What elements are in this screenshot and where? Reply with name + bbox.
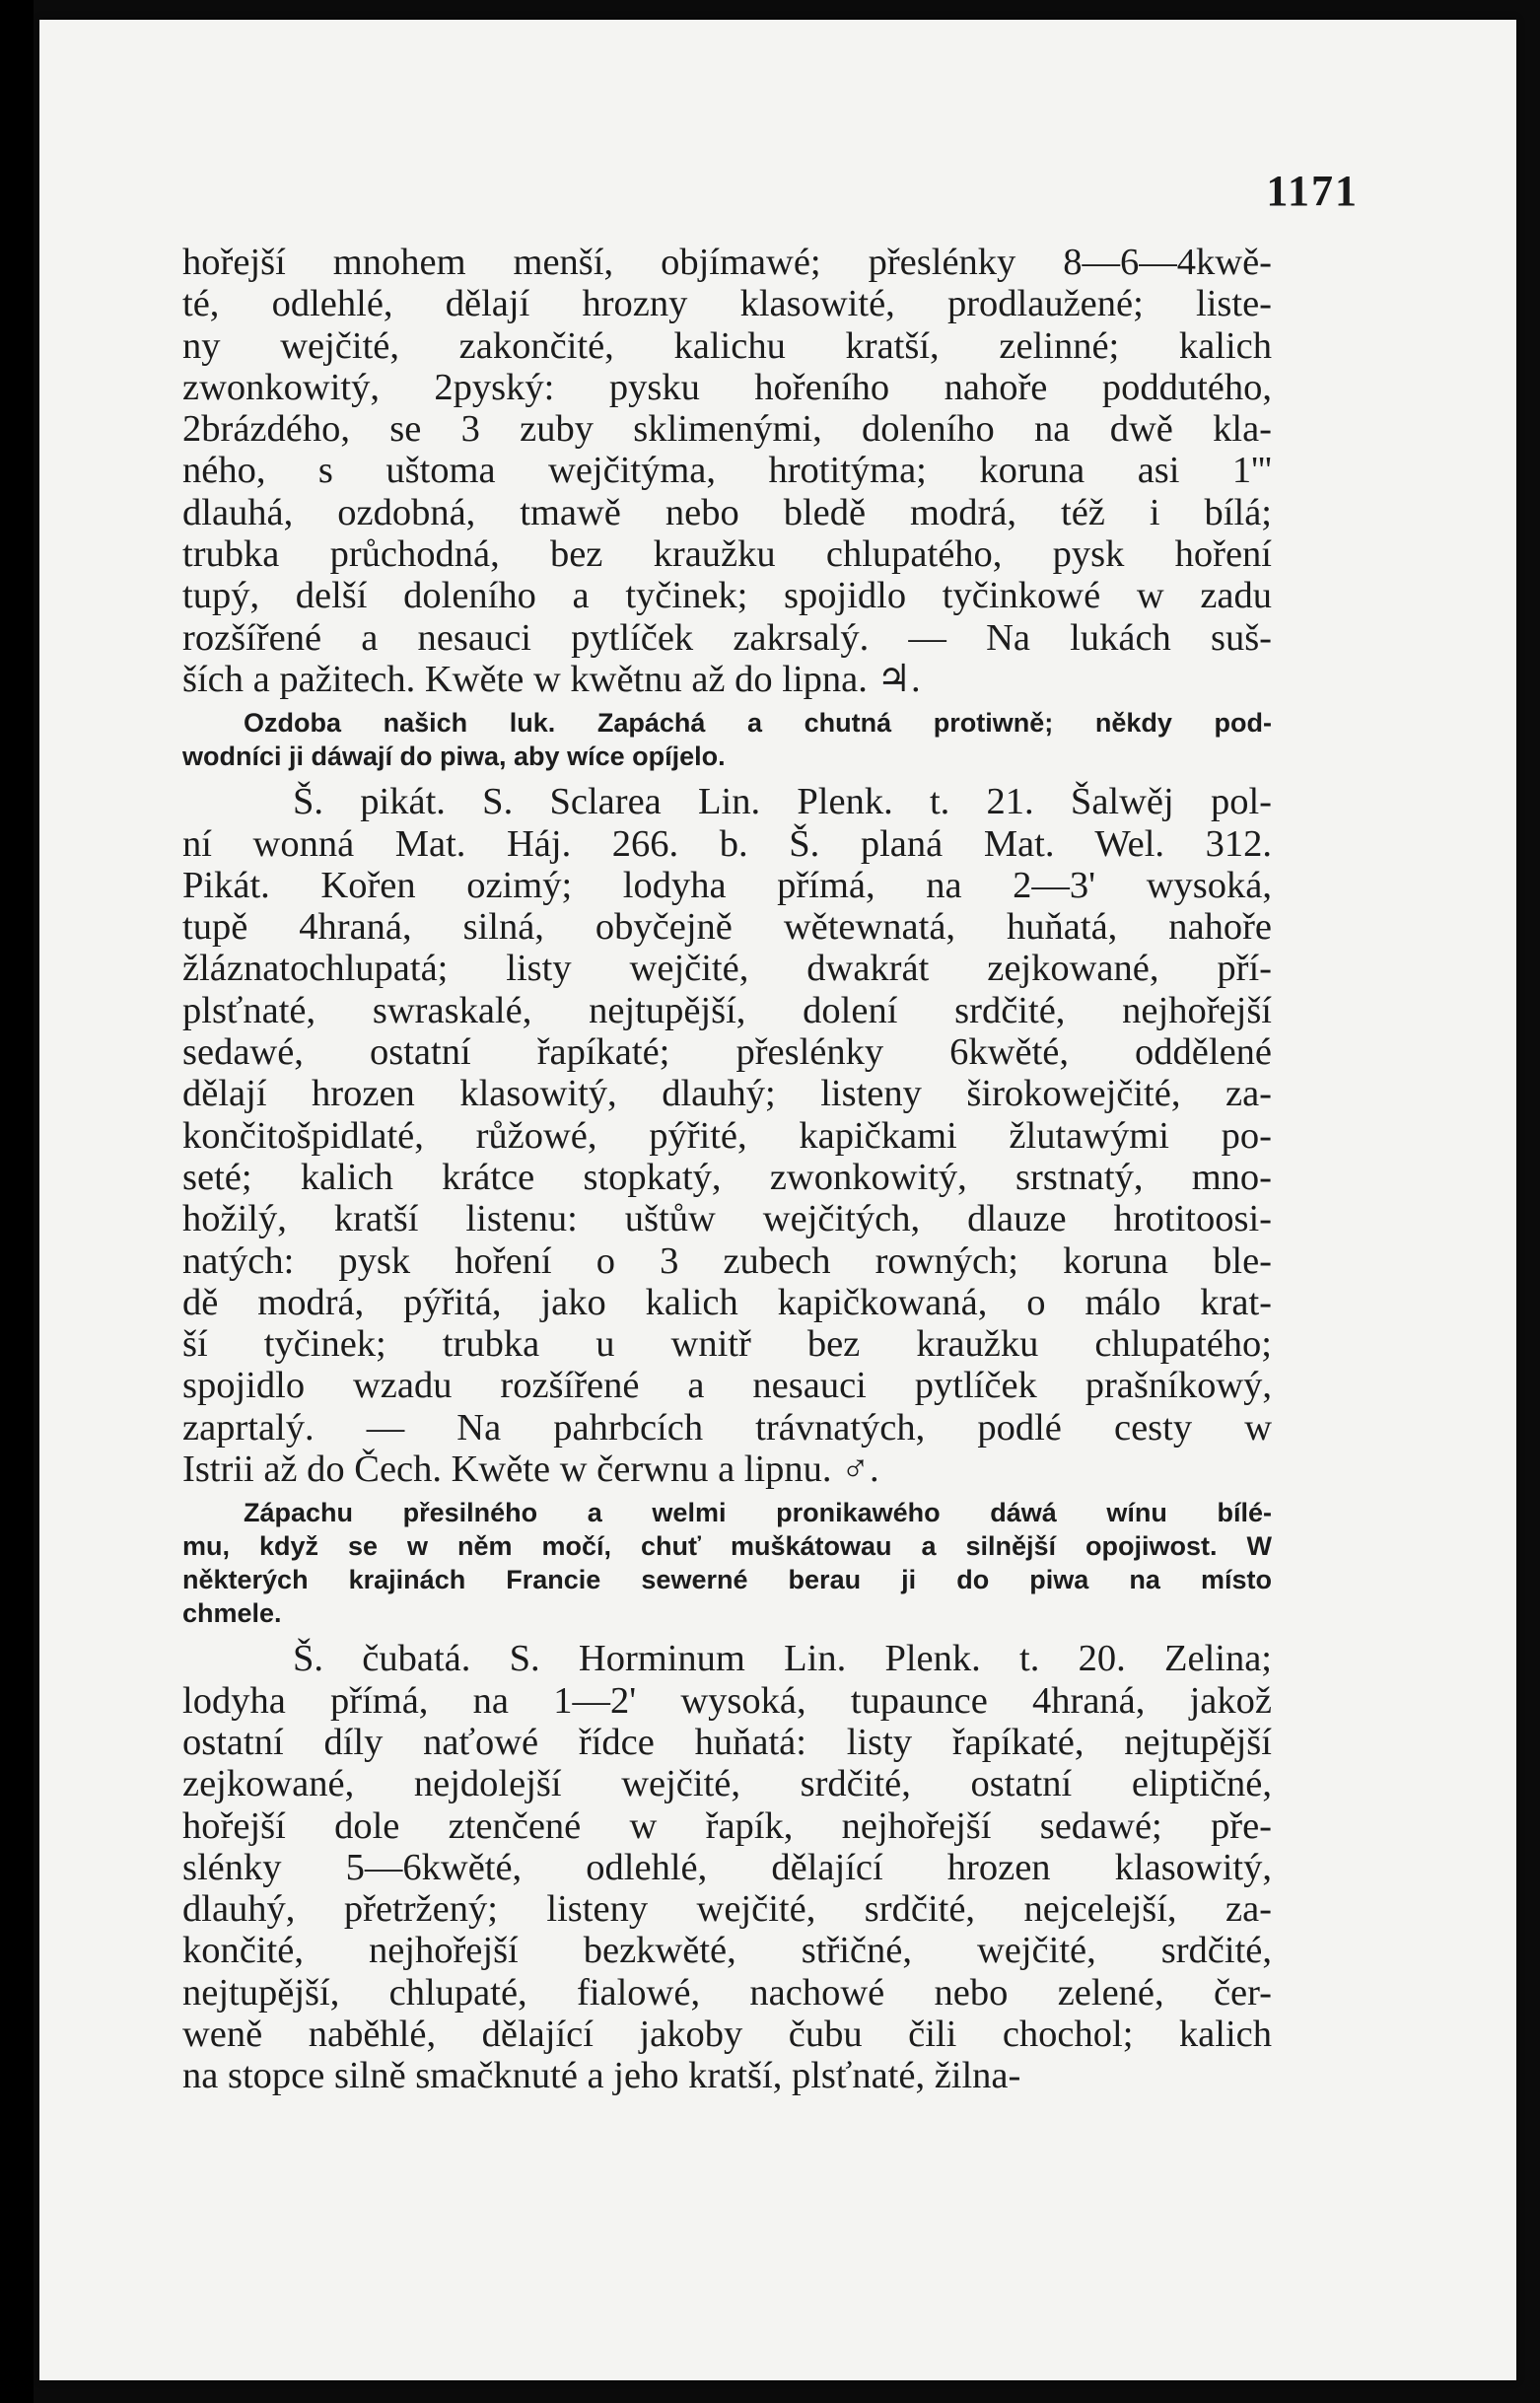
text-line: dlauhý, přetržený; listeny wejčité, srdčité, nejcelejší, za- bbox=[182, 1888, 1272, 1931]
text-line: té, odlehlé, dělají hrozny klasowité, prodlaužené; liste- bbox=[182, 283, 1272, 325]
text-line: tupý, delší doleního a tyčinek; spojidlo tyčinkowé w zadu bbox=[182, 575, 1272, 617]
main-paragraph bbox=[182, 242, 1272, 700]
text-line: ší tyčinek; trubka u wnitř bez kraužku chlupatého; bbox=[182, 1323, 1272, 1366]
text-line: seté; kalich krátce stopkatý, zwonkowitý, srstnatý, mno- bbox=[182, 1156, 1272, 1198]
text-line: zwonkowitý, 2pyský: pysku hořeního nahoře poddutého, bbox=[182, 366, 1272, 408]
text-line: dlauhá, ozdobná, tmawě nebo bledě modrá, též i bílá; bbox=[182, 491, 1272, 533]
text-line: zejkowané, nejdolejší wejčité, srdčité, ostatní eliptičné, bbox=[182, 1763, 1272, 1805]
text-line: žláznatochlupatá; listy wejčité, dwakrát zejkowané, pří- bbox=[182, 948, 1272, 990]
text-line: nejtupější, chlupaté, fialowé, nachowé nebo zelené, čer- bbox=[182, 1971, 1272, 2014]
text-line: Ozdoba našich luk. Zapáchá a chutná protiwně; někdy pod- bbox=[244, 708, 1272, 739]
text-line: končitošpidlaté, růžowé, pýřité, kapičkami žlutawými po- bbox=[182, 1114, 1272, 1157]
footnote-paragraph bbox=[182, 700, 1272, 781]
text-line: 2brázdého, se 3 zuby sklimenými, doleního na dwě kla- bbox=[182, 408, 1272, 451]
book-page bbox=[39, 20, 1516, 2380]
text-line: dě modrá, pýřitá, jako kalich kapičkowaná, o málo krat- bbox=[182, 1281, 1272, 1323]
text-line: weně naběhlé, dělající jakoby čubu čili chochol; kalich bbox=[182, 2013, 1272, 2055]
text-line: na stopce silně smačknuté a jeho kratší, plsťnaté, žilna- bbox=[182, 2055, 1021, 2097]
text-line: ostatní díly naťowé řídce huňatá: listy řapíkaté, nejtupější bbox=[182, 1721, 1272, 1763]
text-line: mu, když se w něm močí, chuť muškátowau a silnější opojiwost. W bbox=[182, 1531, 1272, 1562]
page-number: 1171 bbox=[1266, 167, 1359, 215]
scan-left-edge bbox=[0, 0, 34, 2403]
text-line: rozšířené a nesauci pytlíček zakrsalý. — Na lukách suš- bbox=[182, 616, 1272, 659]
text-line: ny wejčité, zakončité, kalichu kratší, zelinné; kalich bbox=[182, 324, 1272, 367]
footnote-paragraph bbox=[182, 1490, 1272, 1638]
text-line: spojidlo wzadu rozšířené a nesauci pytlíček prašníkowý, bbox=[182, 1365, 1272, 1407]
text-line: hořejší mnohem menší, objímawé; přeslénky 8—6—4kwě- bbox=[182, 242, 1272, 283]
text-line: Zápachu přesilného a welmi pronikawého dáwá wínu bílé- bbox=[244, 1498, 1272, 1528]
text-line: končité, nejhořejší bezkwěté, střičné, wejčité, srdčité, bbox=[182, 1930, 1272, 1972]
main-paragraph bbox=[182, 1638, 1272, 2096]
text-line: chmele. bbox=[182, 1598, 282, 1629]
text-line: ní wonná Mat. Háj. 266. b. Š. planá Mat. Wel. 312. bbox=[182, 822, 1272, 865]
text-line: dělají hrozen klasowitý, dlauhý; listeny širokowejčité, za- bbox=[182, 1073, 1272, 1115]
text-line: Pikát. Kořen ozimý; lodyha přímá, na 2—3' wysoká, bbox=[182, 864, 1272, 906]
text-line: tupě 4hraná, silná, obyčejně wětewnatá, huňatá, nahoře bbox=[182, 906, 1272, 949]
text-line: wodníci ji dáwají do piwa, aby wíce opíjelo. bbox=[182, 742, 726, 772]
text-line: Š. pikát. S. Sclarea Lin. Plenk. t. 21. Šalwěj pol- bbox=[293, 781, 1272, 823]
text-line: plsťnaté, swraskalé, nejtupější, dolení srdčité, nejhořejší bbox=[182, 989, 1272, 1031]
text-line: zaprtalý. — Na pahrbcích trávnatých, podlé cesty w bbox=[182, 1406, 1272, 1449]
text-line: ného, s uštoma wejčitýma, hrotitýma; koruna asi 1''' bbox=[182, 450, 1272, 492]
text-line: slénky 5—6kwěté, odlehlé, dělající hrozen klasowitý, bbox=[182, 1846, 1272, 1888]
text-line: natých: pysk hoření o 3 zubech rowných; koruna ble- bbox=[182, 1239, 1272, 1282]
text-line: hožilý, kratší listenu: uštůw wejčitých, dlauze hrotitoosi- bbox=[182, 1198, 1272, 1240]
text-line: některých krajinách Francie sewerné berau ji do piwa na místo bbox=[182, 1565, 1272, 1595]
text-line: trubka průchodná, bez kraužku chlupatého, pysk hoření bbox=[182, 533, 1272, 576]
main-paragraph bbox=[182, 781, 1272, 1490]
page-text bbox=[182, 242, 1272, 2097]
text-line: sedawé, ostatní řapíkaté; přeslénky 6kwěté, oddělené bbox=[182, 1031, 1272, 1074]
text-line: Istrii až do Čech. Kwěte w čerwnu a lipnu. ♂. bbox=[182, 1449, 879, 1491]
text-line: ších a pažitech. Kwěte w kwětnu až do lipna. ♃. bbox=[182, 658, 921, 700]
text-line: hořejší dole ztenčené w řapík, nejhořejší sedawé; pře- bbox=[182, 1804, 1272, 1847]
text-line: lodyha přímá, na 1—2' wysoká, tupaunce 4hraná, jakož bbox=[182, 1679, 1272, 1722]
text-line: Š. čubatá. S. Horminum Lin. Plenk. t. 20. Zelina; bbox=[293, 1638, 1272, 1680]
